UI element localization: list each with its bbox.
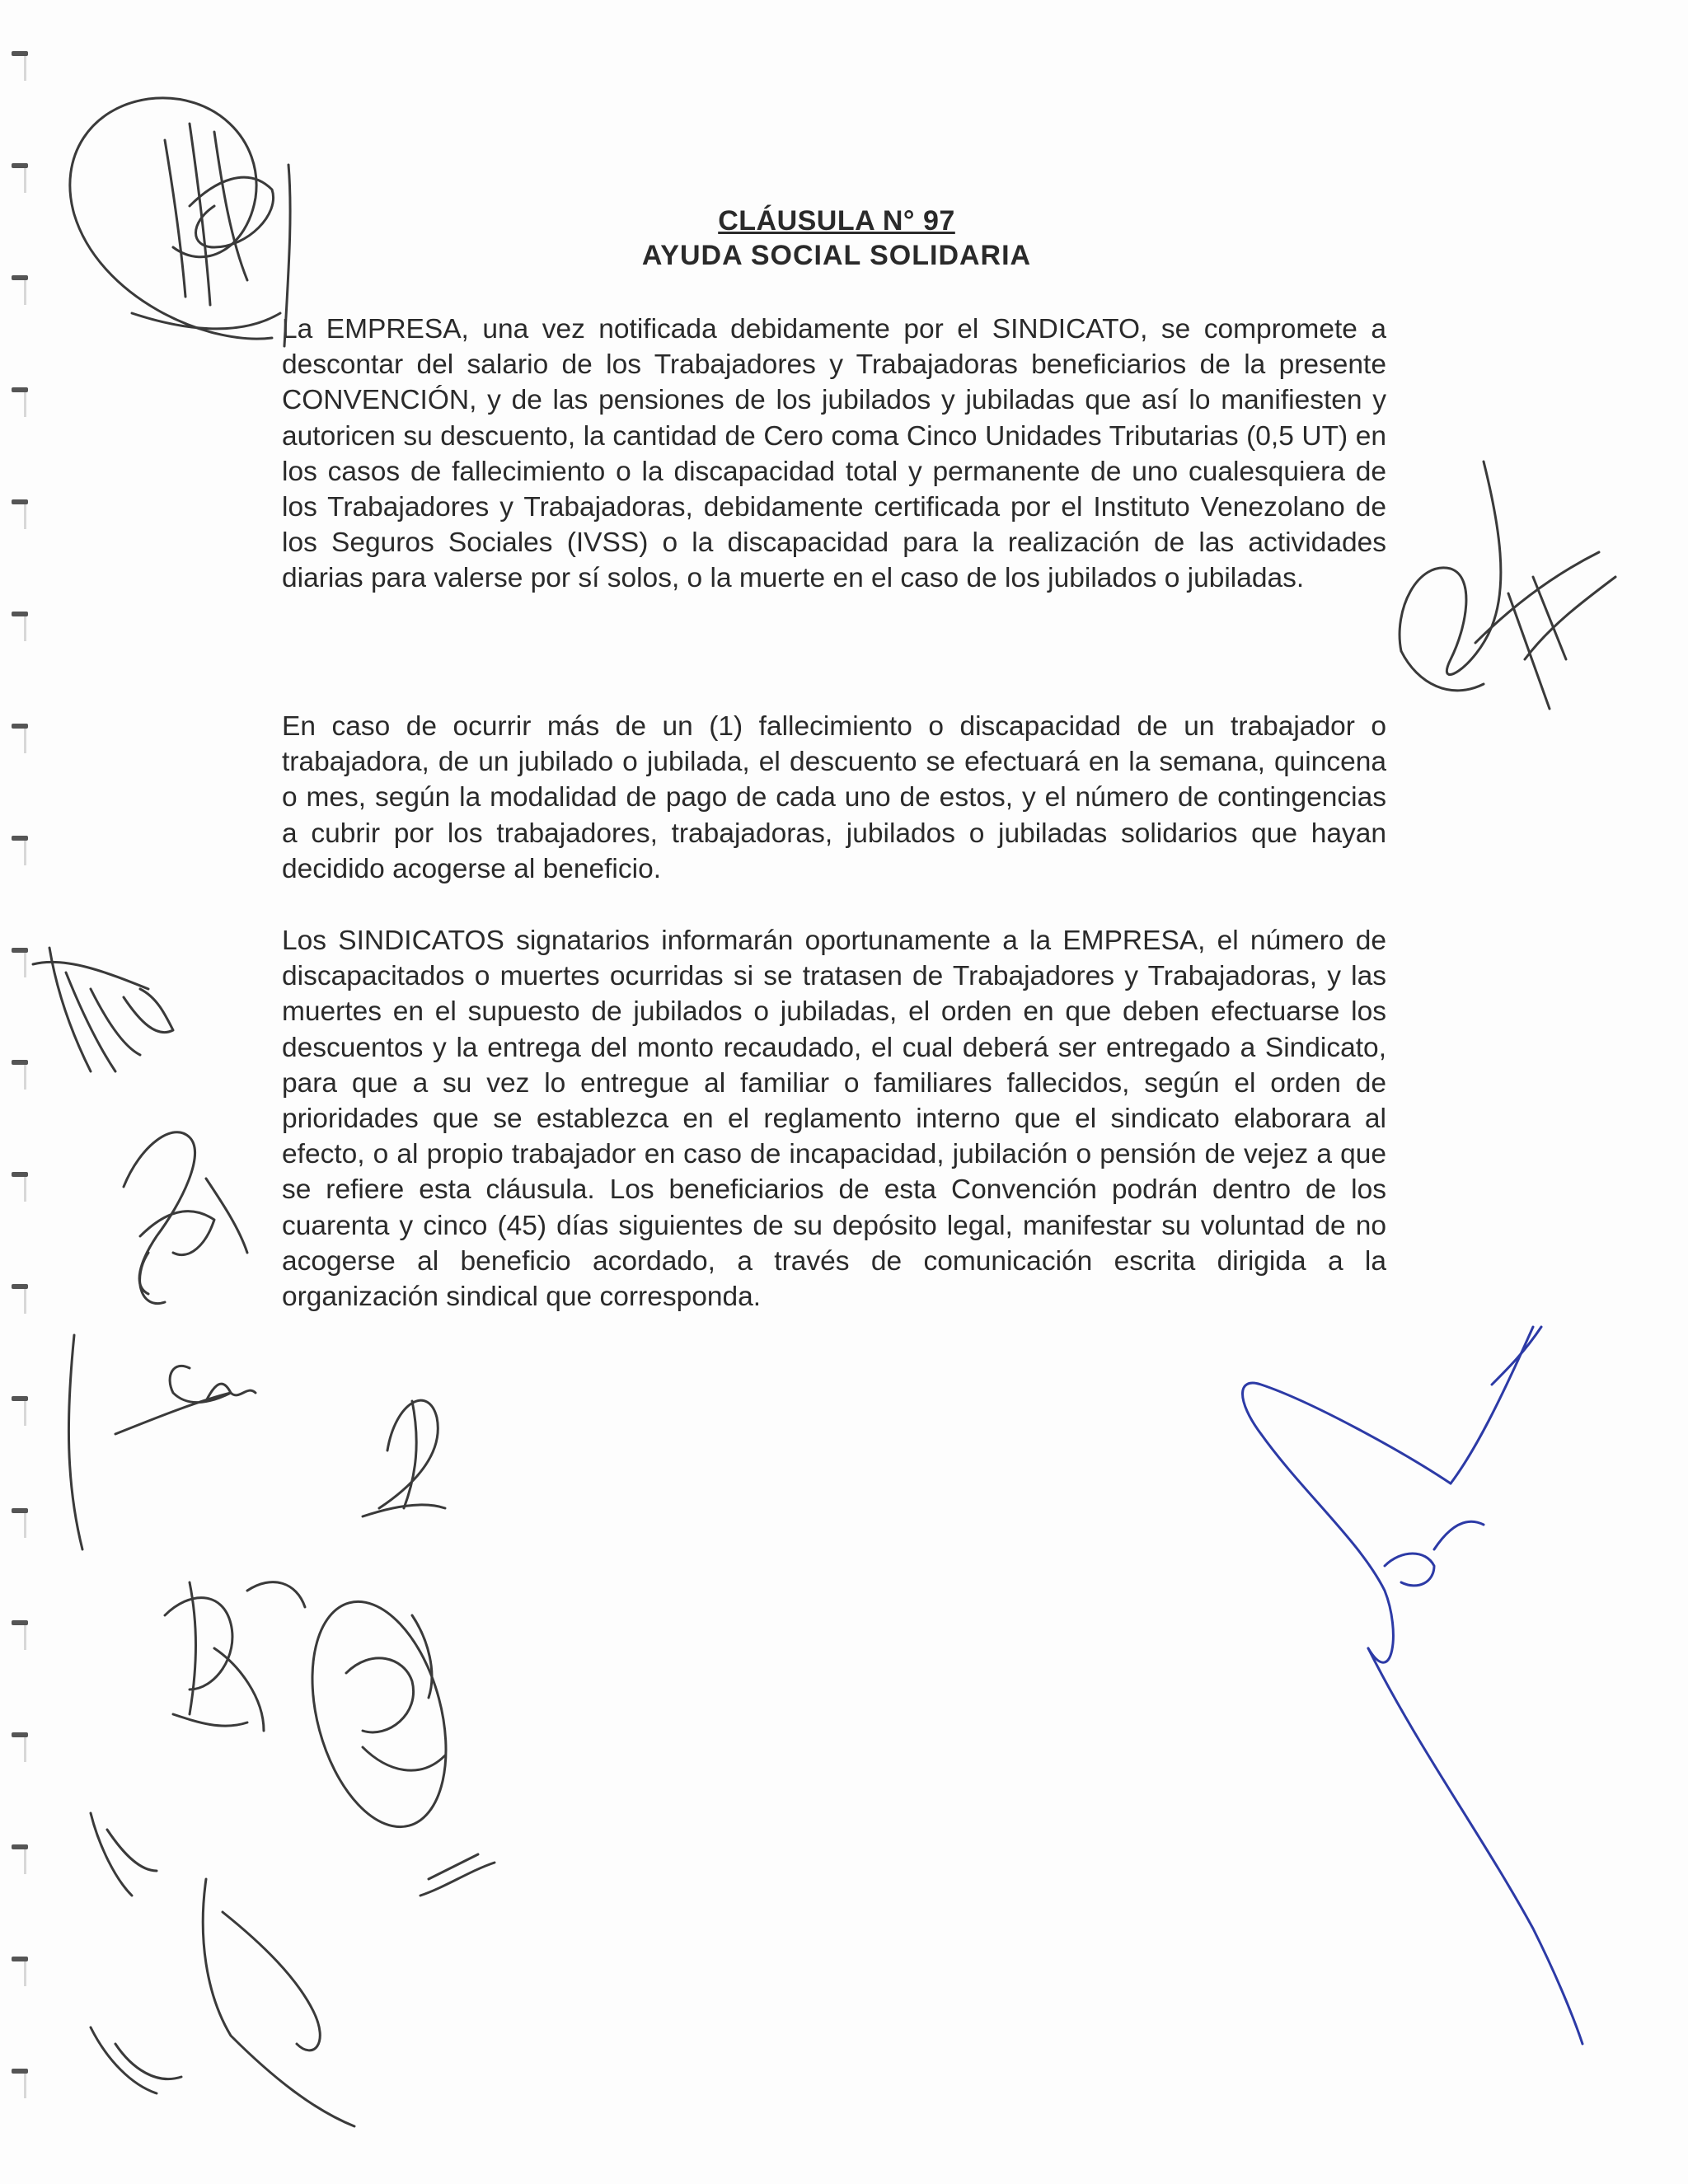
signature-bottom-left <box>91 1813 495 2126</box>
signature-left-2 <box>124 1132 247 1304</box>
binder-mark <box>12 724 30 757</box>
signature-left-4 <box>165 1582 305 1731</box>
binder-mark <box>12 1172 30 1205</box>
clause-heading <box>280 204 1393 274</box>
signature-left-1 <box>33 948 173 1071</box>
signature-right-upper <box>1400 462 1615 709</box>
clause-title: AYUDA SOCIAL SOLIDARIA <box>641 240 1032 271</box>
binder-mark <box>12 1844 30 1877</box>
binder-mark <box>12 612 30 644</box>
binder-mark <box>12 275 30 308</box>
binder-mark <box>12 51 30 84</box>
body-paragraph: Los SINDICATOS signatarios informarán oportunamente a la EMPRESA, el número de discapacitados o muertes ocurridas si se tratasen de Trabajadores y Trabajadoras, y las muertes en el supuesto de jubilados o jubiladas, el orden en que deben efectuarse los descuentos y la entrega del monto recaudado, el cual deberá ser entregado a Sindicato, para que a su vez lo entregue al familiar o familiares fallecidos, según el orden de prioridades que se establezca en el reglamento interno que el sindicato elaborara al efecto, o al propio trabajador en caso de incapacidad, jubilación o pensión de vejez a que se refiere esta cláusula. Los beneficiarios de esta Convención podrán dentro de los cuarenta y cinco (45) días siguientes de su depósito legal, manifestar su voluntad de no acogerse al beneficio acordado, a través de comunicación escrita dirigida a la organización sindical que corresponda. <box>282 926 1386 1313</box>
binder-mark <box>12 163 30 196</box>
binder-mark <box>12 1620 30 1653</box>
binder-mark <box>12 836 30 869</box>
binder-mark <box>12 499 30 532</box>
signature-center-1 <box>363 1400 445 1516</box>
body-paragraph: La EMPRESA, una vez notificada debidamente por el SINDICATO, se compromete a descontar del salario de los Trabajadores y Trabajadoras beneficiarios de la presente CONVENCIÓN, y de las pensiones de los jubilados y jubiladas que así lo manifiesten y autoricen su descuento, la cantidad de Cero coma Cinco Unidades Tributarias (0,5 UT) en los casos de fallecimiento o la discapacidad total y permanente de uno cualesquiera de los Trabajadores y Trabajadoras, debidamente certificada por el Instituto Venezolano de los Seguros Sociales (IVSS) o la discapacidad para la realización de las actividades diarias para valerse por sí solos, o la muerte en el caso de los jubilados o jubiladas. <box>282 314 1386 594</box>
binder-mark <box>12 1060 30 1093</box>
signature-top-left <box>70 98 290 346</box>
binder-mark <box>12 948 30 981</box>
signature-bottom-right-blue <box>1243 1327 1583 2044</box>
clause-number: CLÁUSULA N° 97 <box>718 205 955 237</box>
signature-center-2 <box>289 1586 468 1841</box>
binder-mark <box>12 2069 30 2102</box>
binder-mark <box>12 1957 30 1990</box>
binder-mark <box>12 1732 30 1765</box>
binder-mark <box>12 387 30 420</box>
binder-mark <box>12 1396 30 1429</box>
signature-left-3 <box>68 1335 256 1549</box>
binder-mark <box>12 1508 30 1541</box>
binder-mark <box>12 1284 30 1317</box>
body-paragraph: En caso de ocurrir más de un (1) fallecimiento o discapacidad de un trabajador o trabajadora, de un jubilado o jubilada, el descuento se efectuará en la semana, quincena o mes, según la modalidad de pago de cada uno de estos, y el número de contingencias a cubrir por los trabajadores, trabajadoras, jubilados o jubiladas solidarios que hayan decidido acogerse al beneficio. <box>282 711 1386 884</box>
